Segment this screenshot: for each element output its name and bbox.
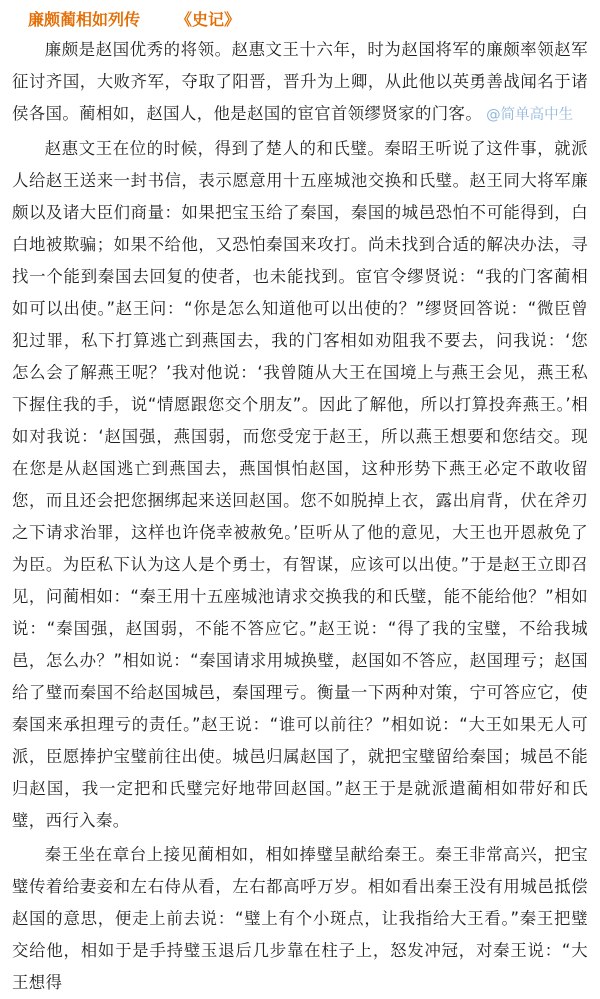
article-title: 廉颇蔺相如列传 [28,10,141,29]
paragraph-1-text: 廉颇是赵国优秀的将领。赵惠文王十六年，时为赵国将军的廉颇率领赵军征讨齐国，大败齐军，夺取了阳晋，晋升为上卿，从此他以英勇善战闻名于诸侯各国。蔺相如，赵国人，他是赵国的宦官首领缪贤家的门客。 [12,40,588,123]
article-header [28,8,588,32]
watermark-text: 简单高中生 [500,107,574,123]
watermark [486,107,573,123]
watermark-at-symbol: @ [486,107,501,123]
source-book-title: 《史记》 [176,10,241,29]
paragraph-3: 秦王坐在章台上接见蔺相如，相如捧璧呈献给秦王。秦王非常高兴，把宝璧传着给妻妾和左右侍从看，左右都高呼万岁。相如看出秦王没有用城邑抵偿赵国的意思，便走上前去说：“璧上有个小斑点，让我指给大王看。”秦王把璧交给他，相如于是手持璧玉退后几步靠在柱子上，怒发冲冠，对秦王说：“大王想得 [12,845,588,992]
paragraph-2: 赵惠文王在位的时候，得到了楚人的和氏璧。秦昭王听说了这件事，就派人给赵王送来一封书信，表示愿意用十五座城池交换和氏璧。赵王同大将军廉颇以及诸大臣们商量：如果把宝玉给了秦国，秦国的城邑恐怕不可能得到，白白地被欺骗；如果不给他，又恐怕秦国来攻打。尚未找到合适的解决办法，寻找一个能到秦国去回复的使者，也未能找到。宦官令缪贤说：“我的门客蔺相如可以出使。”赵王问：“你是怎么知道他可以出使的？”缪贤回答说：“微臣曾犯过罪，私下打算逃亡到燕国去，我的门客相如劝阻我不要去，问我说：‘您怎么会了解燕王呢？’我对他说：‘我曾随从大王在国境上与燕王会见，燕王私下握住我的手，说“情愿跟您交个朋友”。因此了解他，所以打算投奔燕王。’相如对我说：‘赵国强，燕国弱，而您受宠于赵王，所以燕王想要和您结交。现在您是从赵国逃亡到燕国去，燕国惧怕赵国，这种形势下燕王必定不敢收留您，而且还会把您捆绑起来送回赵国。您不如脱掉上衣，露出肩背，伏在斧刃之下请求治罪，这样也许侥幸被赦免。’臣听从了他的意见，大王也开恩赦免了为臣。为臣私下认为这人是个勇士，有智谋，应该可以出使。”于是赵王立即召见，问蔺相如：“秦王用十五座城池请求交换我的和氏璧，能不能给他？”相如说：“秦国强，赵国弱，不能不答应它。”赵王说：“得了我的宝璧，不给我城邑，怎么办？”相如说：“秦国请求用城换璧，赵国如不答应，赵国理亏；赵国给了璧而秦国不给赵国城邑，秦国理亏。衡量一下两种对策，宁可答应它，使秦国来承担理亏的责任。”赵王说：“谁可以前往？”相如说：“大王如果无人可派，臣愿捧护宝璧前往出使。城邑归属赵国了，就把宝璧留给秦国；城邑不能归赵国，我一定把和氏璧完好地带回赵国。”赵王于是就派遣蔺相如带好和氏璧，西行入秦。 [12,139,588,830]
paragraph-1 [12,34,588,131]
